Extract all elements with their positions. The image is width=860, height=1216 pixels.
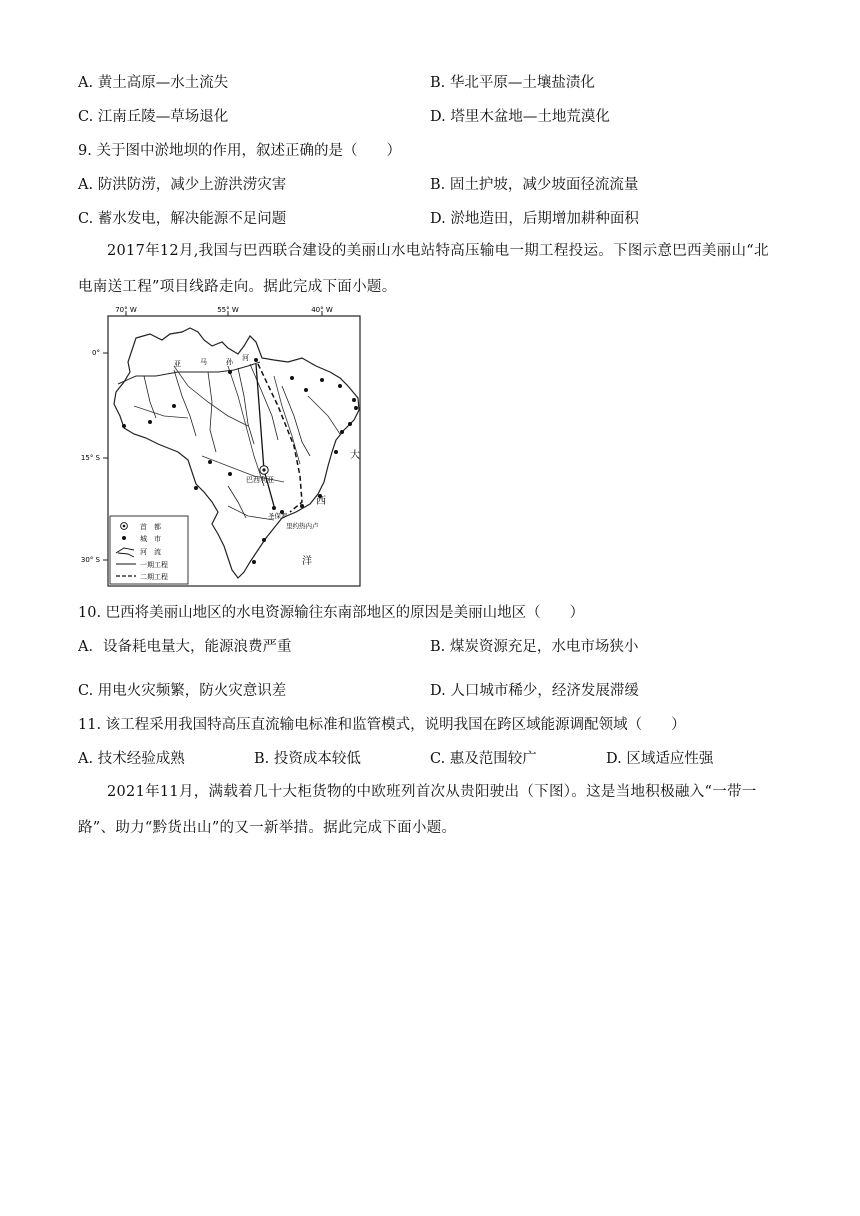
ocean-char-2: 西 [316, 496, 326, 507]
option-8a: A. 黄土高原—水土流失 [78, 75, 229, 91]
option-11d: D. 区域适应性强 [606, 751, 714, 767]
brazil-transmission-map [78, 306, 368, 590]
option-8b: B. 华北平原—土壤盐渍化 [430, 75, 595, 91]
option-10c: C. 用电火灾频繁，防火灾意识差 [78, 683, 287, 699]
ocean-char-3: 洋 [302, 556, 312, 567]
legend-city: 城 市 [140, 535, 161, 543]
ocean-char-1: 大 [350, 450, 360, 461]
city-label-rio: 里约热内卢 [286, 522, 319, 530]
option-9a: A. 防洪防涝，减少上游洪涝灾害 [78, 177, 287, 193]
option-9c: C. 蓄水发电，解决能源不足问题 [78, 211, 287, 227]
lat-label-15s: 15° S [80, 454, 100, 462]
option-10b: B. 煤炭资源充足，水电市场狭小 [430, 639, 639, 655]
city-label-sao-paulo: 圣保罗 [268, 512, 288, 520]
option-8c: C. 江南丘陵—草场退化 [78, 109, 229, 125]
river-label-3: 孙 [226, 358, 233, 366]
lat-label-0: 0° [92, 349, 100, 357]
legend-phase-one: 一期工程 [140, 561, 168, 569]
river-label-1: 亚 [174, 360, 181, 368]
legend-phase-two: 二期工程 [140, 573, 168, 581]
option-10d: D. 人口城市稀少，经济发展滞缓 [430, 683, 639, 699]
option-9b: B. 固土护坡，减少坡面径流流量 [430, 177, 639, 193]
option-10a: A．设备耗电量大，能源浪费严重 [78, 639, 292, 655]
map-legend [110, 516, 188, 584]
lat-label-30s: 30° S [80, 556, 100, 564]
river-label-2: 马 [200, 358, 207, 366]
passage-brazil: 2017年12月,我国与巴西联合建设的美丽山水电站特高压输电一期工程投运。下图示意巴西美丽山“北电南送工程”项目线路走向。据此完成下面小题。 [78, 243, 769, 295]
option-8d: D. 塔里木盆地—土地荒漠化 [430, 109, 610, 125]
lon-label-55w: 55° W [217, 306, 239, 314]
lon-label-40w: 40° W [311, 306, 333, 314]
question-11-stem: 11. 该工程采用我国特高压直流输电标准和监管模式，说明我国在跨区域能源调配领域（ ） [78, 717, 686, 733]
lon-label-70w: 70° W [115, 306, 137, 314]
option-11c: C. 惠及范围较广 [430, 751, 537, 767]
legend-capital: 首 都 [140, 523, 161, 531]
question-9-stem: 9. 关于图中淤地坝的作用，叙述正确的是（ ） [78, 143, 401, 159]
river-label-4: 河 [242, 354, 249, 362]
option-9d: D. 淤地造田，后期增加耕种面积 [430, 211, 639, 227]
question-10-stem: 10. 巴西将美丽山地区的水电资源输往东南部地区的原因是美丽山地区（ ） [78, 605, 585, 621]
option-11a: A. 技术经验成熟 [78, 751, 185, 767]
passage-guiyang: 2021年11月，满载着几十大柜货物的中欧班列首次从贵阳驶出（下图）。这是当地积极融入“一带一路”、助力“黔货出山”的又一新举措。据此完成下面小题。 [78, 784, 757, 836]
capital-label: 巴西利亚 [246, 476, 274, 484]
option-11b: B. 投资成本较低 [254, 751, 361, 767]
legend-river: 河 流 [140, 548, 161, 556]
